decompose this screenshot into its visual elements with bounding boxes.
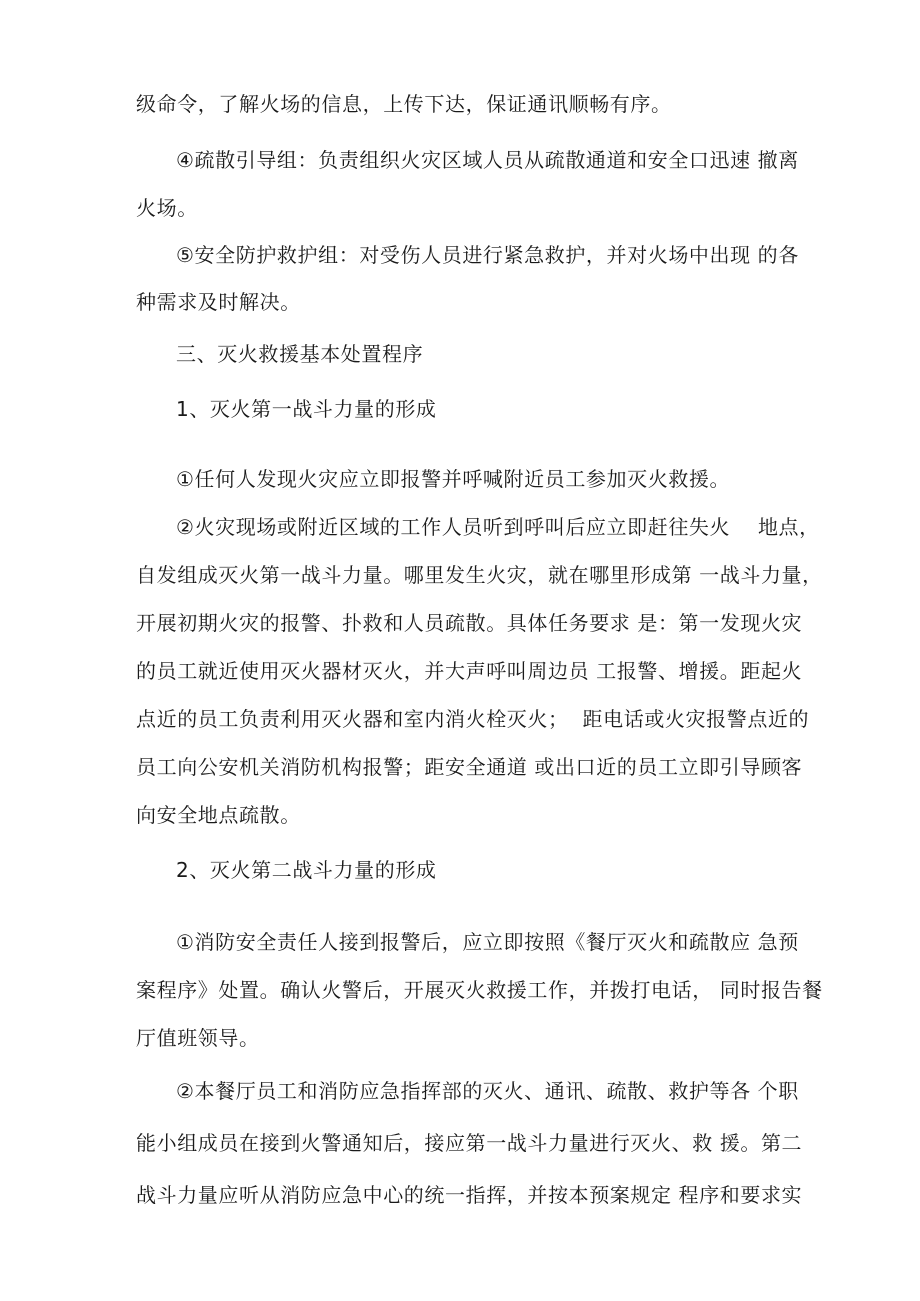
text-line: 火场。 xyxy=(136,196,198,220)
text-line: 的员工就近使用灭火器材灭火，并大声呼叫周边员 工报警、增援。距起火 xyxy=(136,659,803,683)
text-line: 向安全地点疏散。 xyxy=(136,803,301,827)
subsection-heading: 2、灭火第二战斗力量的形成 xyxy=(176,858,437,882)
text-line: 自发组成灭火第一战斗力量。哪里发生火灾，就在哪里形成第 一战斗力量， xyxy=(136,563,823,587)
paragraph-line: ①任何人发现火灾应立即报警并呼喊附近员工参加灭火救援。 xyxy=(176,467,731,491)
paragraph-line: ②本餐厅员工和消防应急指挥部的灭火、通讯、疏散、救护等各 个职 xyxy=(176,1079,799,1103)
text-line: 级命令，了解火场的信息，上传下达，保证通讯顺畅有序。 xyxy=(136,92,672,116)
text-line: 点近的员工负责利用灭火器和室内消火栓灭火； 距电话或火灾报警点近的 xyxy=(136,707,810,731)
paragraph-line: ⑤安全防护救护组：对受伤人员进行紧急救护，并对火场中出现 的各 xyxy=(176,243,799,267)
paragraph-line: ①消防安全责任人接到报警后，应立即按照《餐厅灭火和疏散应 急预 xyxy=(176,930,799,954)
paragraph-line: ④疏散引导组：负责组织火灾区域人员从疏散通道和安全口迅速 撤离 xyxy=(176,148,799,172)
text-line: 员工向公安机关消防机构报警；距安全通道 或出口近的员工立即引导顾客 xyxy=(136,755,803,779)
text-line: 种需求及时解决。 xyxy=(136,290,301,314)
paragraph-line: ②火灾现场或附近区域的工作人员听到呼叫后应立即赶往失火 地点， xyxy=(176,515,820,539)
subsection-heading: 1、灭火第一战斗力量的形成 xyxy=(176,397,437,421)
text-line: 战斗力量应听从消防应急中心的统一指挥，并按本预案规定 程序和要求实 xyxy=(136,1183,803,1207)
text-line: 厅值班领导。 xyxy=(136,1026,260,1050)
section-heading: 三、灭火救援基本处置程序 xyxy=(176,342,424,366)
text-line: 开展初期火灾的报警、扑救和人员疏散。具体任务要求 是：第一发现火灾 xyxy=(136,611,803,635)
text-line: 案程序》处置。确认火警后，开展灭火救援工作，并拨打电话， 同时报告餐 xyxy=(136,978,823,1002)
text-line: 能小组成员在接到火警通知后，接应第一战斗力量进行灭火、救 援。第二 xyxy=(136,1131,803,1155)
